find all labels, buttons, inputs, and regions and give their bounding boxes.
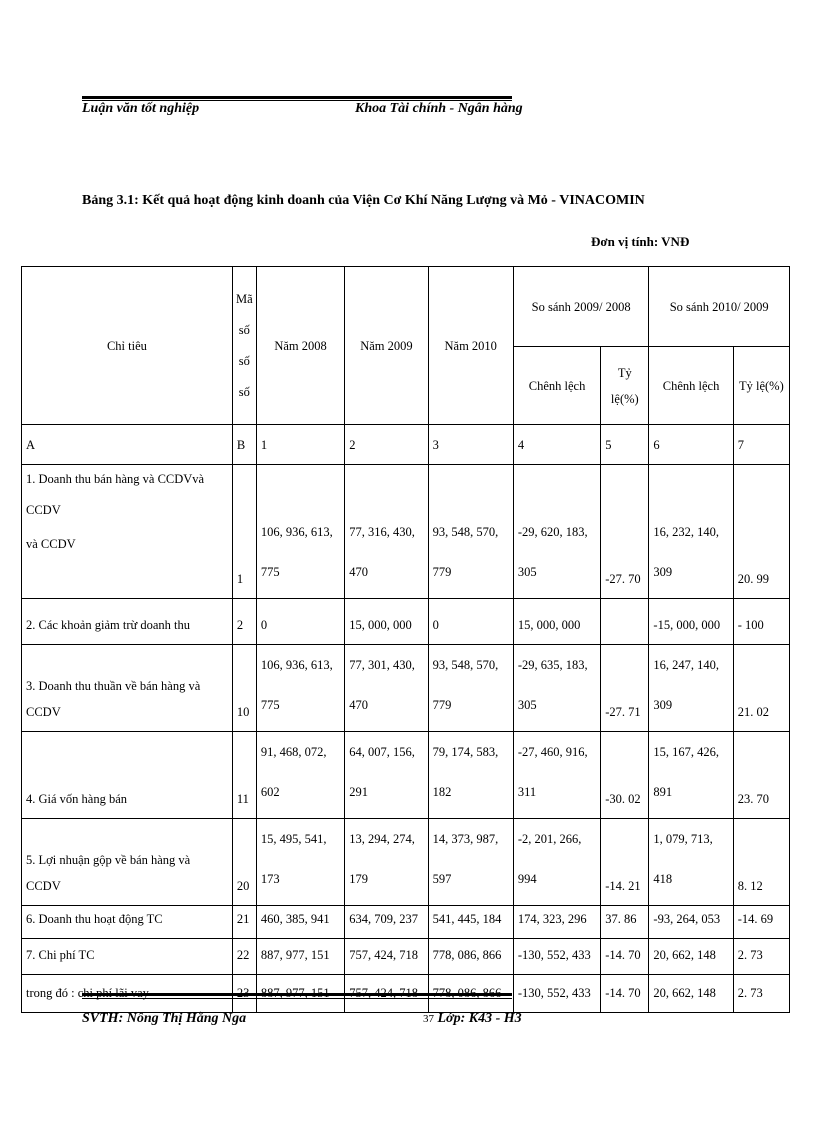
- row-label: trong đó : chi phí lãi vay: [22, 975, 233, 1013]
- diff-1009-line: 309: [653, 698, 673, 712]
- footer-class: [423, 1011, 522, 1027]
- row-label: 4. Giá vốn hàng bán: [22, 732, 233, 819]
- header-right: Khoa Tài chính - Ngân hàng: [355, 101, 523, 116]
- v2010: [428, 819, 513, 906]
- ratio-0908: -27. 71: [601, 645, 649, 732]
- v2010-line: 14, 373, 987,: [432, 832, 499, 846]
- v2009-line: 757, 424, 718: [349, 948, 418, 962]
- footer-rule: [82, 993, 512, 996]
- v2008: [256, 906, 344, 939]
- page-number: 37: [423, 1013, 434, 1025]
- table-row: [22, 819, 790, 906]
- ratio-1009: 20. 99: [733, 465, 789, 599]
- row-label: [22, 465, 233, 599]
- ratio-1009: 8. 12: [733, 819, 789, 906]
- col-ss-0908: So sánh 2009/ 2008: [513, 267, 649, 347]
- ratio-1009: 23. 70: [733, 732, 789, 819]
- v2010: [428, 645, 513, 732]
- col-ty-le-b: Tỷ lệ(%): [733, 347, 789, 425]
- v2010-line: 779: [432, 565, 452, 579]
- v2008-line: 887, 977, 151: [260, 948, 330, 962]
- table-row: [22, 645, 790, 732]
- v2008-line: 602: [260, 785, 280, 799]
- v2009-line: 77, 316, 430,: [349, 525, 415, 539]
- footer-class-label: Lớp: K43 - H3: [437, 1011, 522, 1026]
- table-row: [22, 732, 790, 819]
- v2008-line: 106, 936, 613,: [260, 658, 333, 672]
- col-ty-le-a: [601, 347, 649, 425]
- col-ss-1009: So sánh 2010/ 2009: [649, 267, 790, 347]
- index-cell: 6: [649, 425, 733, 465]
- table-row: [22, 939, 790, 975]
- diff-1009-line: 16, 247, 140,: [653, 658, 720, 672]
- v2009-line: 179: [349, 872, 368, 886]
- diff-0908: [513, 906, 600, 939]
- ratio-1009: 21. 02: [733, 645, 789, 732]
- diff-0908: [513, 732, 600, 819]
- diff-0908-line: 15, 000, 000: [517, 618, 581, 632]
- diff-0908-line: 174, 323, 296: [517, 912, 587, 926]
- row-code: 10: [232, 645, 256, 732]
- v2008: [256, 645, 344, 732]
- ratio-1009: 2. 73: [733, 939, 789, 975]
- v2009-line: 757, 424, 718: [349, 986, 418, 1000]
- diff-1009-line: 16, 232, 140,: [653, 525, 720, 539]
- v2008-line: 106, 936, 613,: [260, 525, 333, 539]
- index-cell: 1: [256, 425, 344, 465]
- v2010-line: 182: [432, 785, 452, 799]
- table-row: [22, 906, 790, 939]
- row-label: 2. Các khoản giảm trừ doanh thu: [22, 599, 233, 645]
- v2009-line: 470: [349, 565, 368, 579]
- diff-1009: [649, 906, 733, 939]
- v2009-line: 470: [349, 698, 368, 712]
- diff-0908-line: -2, 201, 266,: [517, 832, 582, 846]
- diff-1009-line: 891: [653, 785, 673, 799]
- diff-0908-line: 305: [517, 565, 537, 579]
- ratio-1009: -14. 69: [733, 906, 789, 939]
- header-rule: [82, 96, 512, 99]
- v2009-line: 634, 709, 237: [349, 912, 418, 926]
- v2008-line: 15, 495, 541,: [260, 832, 327, 846]
- v2010: [428, 599, 513, 645]
- row-label-line: CCDV: [26, 503, 61, 517]
- row-code: 22: [232, 939, 256, 975]
- ratio-1009: - 100: [733, 599, 789, 645]
- diff-1009-line: 1, 079, 713,: [653, 832, 713, 846]
- diff-1009: [649, 599, 733, 645]
- diff-1009-line: 20, 662, 148: [653, 986, 716, 1000]
- diff-1009: [649, 645, 733, 732]
- ratio-0908: -14. 21: [601, 819, 649, 906]
- diff-1009: [649, 732, 733, 819]
- v2009: [345, 906, 428, 939]
- ma-so-line: số: [238, 353, 250, 368]
- v2009: [345, 599, 428, 645]
- v2009: [345, 819, 428, 906]
- v2009-line: 15, 000, 000: [349, 618, 412, 632]
- v2008: [256, 939, 344, 975]
- table-row: [22, 465, 790, 599]
- v2009: [345, 645, 428, 732]
- index-cell: 7: [733, 425, 789, 465]
- v2010-line: 0: [432, 618, 439, 632]
- row-label-line: và CCDV: [26, 537, 76, 551]
- row-label-line: 1. Doanh thu bán hàng và CCDVvà: [26, 472, 205, 486]
- diff-1009: [649, 939, 733, 975]
- col-ma-so: [232, 267, 256, 425]
- index-cell: 2: [345, 425, 428, 465]
- v2008-line: 173: [260, 872, 280, 886]
- v2009-line: 13, 294, 274,: [349, 832, 415, 846]
- unit-label: Đơn vị tính: VNĐ: [591, 234, 690, 249]
- v2009-line: 291: [349, 785, 368, 799]
- col-2010: Năm 2010: [428, 267, 513, 425]
- ratio-0908: -14. 70: [601, 975, 649, 1013]
- row-label: 6. Doanh thu hoạt động TC: [22, 906, 233, 939]
- row-label: 3. Doanh thu thuần về bán hàng và CCDV: [22, 645, 233, 732]
- v2008-line: 775: [260, 565, 280, 579]
- diff-0908-line: -130, 552, 433: [517, 986, 591, 1000]
- row-code: 23: [232, 975, 256, 1013]
- diff-0908: [513, 939, 600, 975]
- col-chi-tieu: Chỉ tiêu: [22, 267, 233, 425]
- footer-rule-thin: [82, 998, 512, 999]
- v2010-line: 778, 086, 866: [432, 948, 502, 962]
- diff-0908-line: 305: [517, 698, 537, 712]
- v2010-line: 778, 086, 866: [432, 986, 502, 1000]
- v2008: [256, 732, 344, 819]
- ratio-1009: 2. 73: [733, 975, 789, 1013]
- index-cell: A: [22, 425, 233, 465]
- col-chenh-lech-a: Chênh lệch: [513, 347, 600, 425]
- ratio-0908: [601, 599, 649, 645]
- row-label: 5. Lợi nhuận gộp về bán hàng và CCDV: [22, 819, 233, 906]
- v2008-line: 887, 977, 151: [260, 986, 330, 1000]
- v2010: [428, 906, 513, 939]
- v2010-line: 93, 548, 570,: [432, 658, 499, 672]
- v2009: [345, 939, 428, 975]
- diff-0908-line: -27, 460, 916,: [517, 745, 588, 759]
- v2009-line: 77, 301, 430,: [349, 658, 415, 672]
- index-cell: 3: [428, 425, 513, 465]
- v2008-line: 91, 468, 072,: [260, 745, 327, 759]
- diff-1009: [649, 819, 733, 906]
- ratio-0908: -27. 70: [601, 465, 649, 599]
- diff-0908-line: 311: [517, 785, 537, 799]
- index-cell: 4: [513, 425, 600, 465]
- v2008: [256, 465, 344, 599]
- col-2008: Năm 2008: [256, 267, 344, 425]
- v2010-line: 79, 174, 583,: [432, 745, 499, 759]
- diff-1009-line: 15, 167, 426,: [653, 745, 720, 759]
- v2008: [256, 599, 344, 645]
- diff-0908-line: 994: [517, 872, 537, 886]
- row-code: 1: [232, 465, 256, 599]
- ty-le-line: Tỷ: [617, 365, 632, 380]
- table-row: [22, 599, 790, 645]
- ma-so-line: số: [238, 384, 250, 399]
- ma-so-line: số: [238, 322, 250, 337]
- row-label: 7. Chi phí TC: [22, 939, 233, 975]
- v2008-line: 775: [260, 698, 280, 712]
- diff-1009-line: 20, 662, 148: [653, 948, 716, 962]
- row-code: 2: [232, 599, 256, 645]
- diff-1009: [649, 465, 733, 599]
- row-code: 20: [232, 819, 256, 906]
- diff-1009-line: -15, 000, 000: [653, 618, 721, 632]
- diff-0908: [513, 819, 600, 906]
- diff-1009-line: -93, 264, 053: [653, 912, 721, 926]
- diff-0908: [513, 975, 600, 1013]
- row-code: 21: [232, 906, 256, 939]
- diff-0908-line: -29, 620, 183,: [517, 525, 588, 539]
- diff-1009: [649, 975, 733, 1013]
- ratio-0908: -14. 70: [601, 939, 649, 975]
- v2008-line: 460, 385, 941: [260, 912, 330, 926]
- v2010-line: 93, 548, 570,: [432, 525, 499, 539]
- v2009-line: 64, 007, 156,: [349, 745, 415, 759]
- v2010: [428, 465, 513, 599]
- diff-1009-line: 418: [653, 872, 673, 886]
- ty-le-line: lệ(%): [610, 391, 639, 406]
- v2008: [256, 819, 344, 906]
- diff-0908: [513, 465, 600, 599]
- results-table: [21, 266, 790, 1013]
- v2010-line: 597: [432, 872, 452, 886]
- ratio-0908: -30. 02: [601, 732, 649, 819]
- diff-1009-line: 309: [653, 565, 673, 579]
- v2009: [345, 465, 428, 599]
- row-code: 11: [232, 732, 256, 819]
- ratio-0908: 37. 86: [601, 906, 649, 939]
- diff-0908: [513, 599, 600, 645]
- v2009: [345, 732, 428, 819]
- diff-0908: [513, 645, 600, 732]
- diff-0908-line: -29, 635, 183,: [517, 658, 588, 672]
- v2010: [428, 732, 513, 819]
- table-title: Bảng 3.1: Kết quả hoạt động kinh doanh của Viện Cơ Khí Năng Lượng và Mỏ - VINACOMIN: [82, 193, 645, 208]
- header-left: Luận văn tốt nghiệp: [82, 101, 200, 116]
- index-cell: B: [232, 425, 256, 465]
- ma-so-line: Mã: [236, 291, 253, 306]
- col-chenh-lech-b: Chênh lệch: [649, 347, 733, 425]
- index-cell: 5: [601, 425, 649, 465]
- v2010-line: 779: [432, 698, 452, 712]
- footer-student: SVTH: Nông Thị Hằng Nga: [82, 1011, 247, 1026]
- v2010: [428, 939, 513, 975]
- diff-0908-line: -130, 552, 433: [517, 948, 591, 962]
- col-2009: Năm 2009: [345, 267, 428, 425]
- v2010-line: 541, 445, 184: [432, 912, 502, 926]
- v2008-line: 0: [260, 618, 268, 632]
